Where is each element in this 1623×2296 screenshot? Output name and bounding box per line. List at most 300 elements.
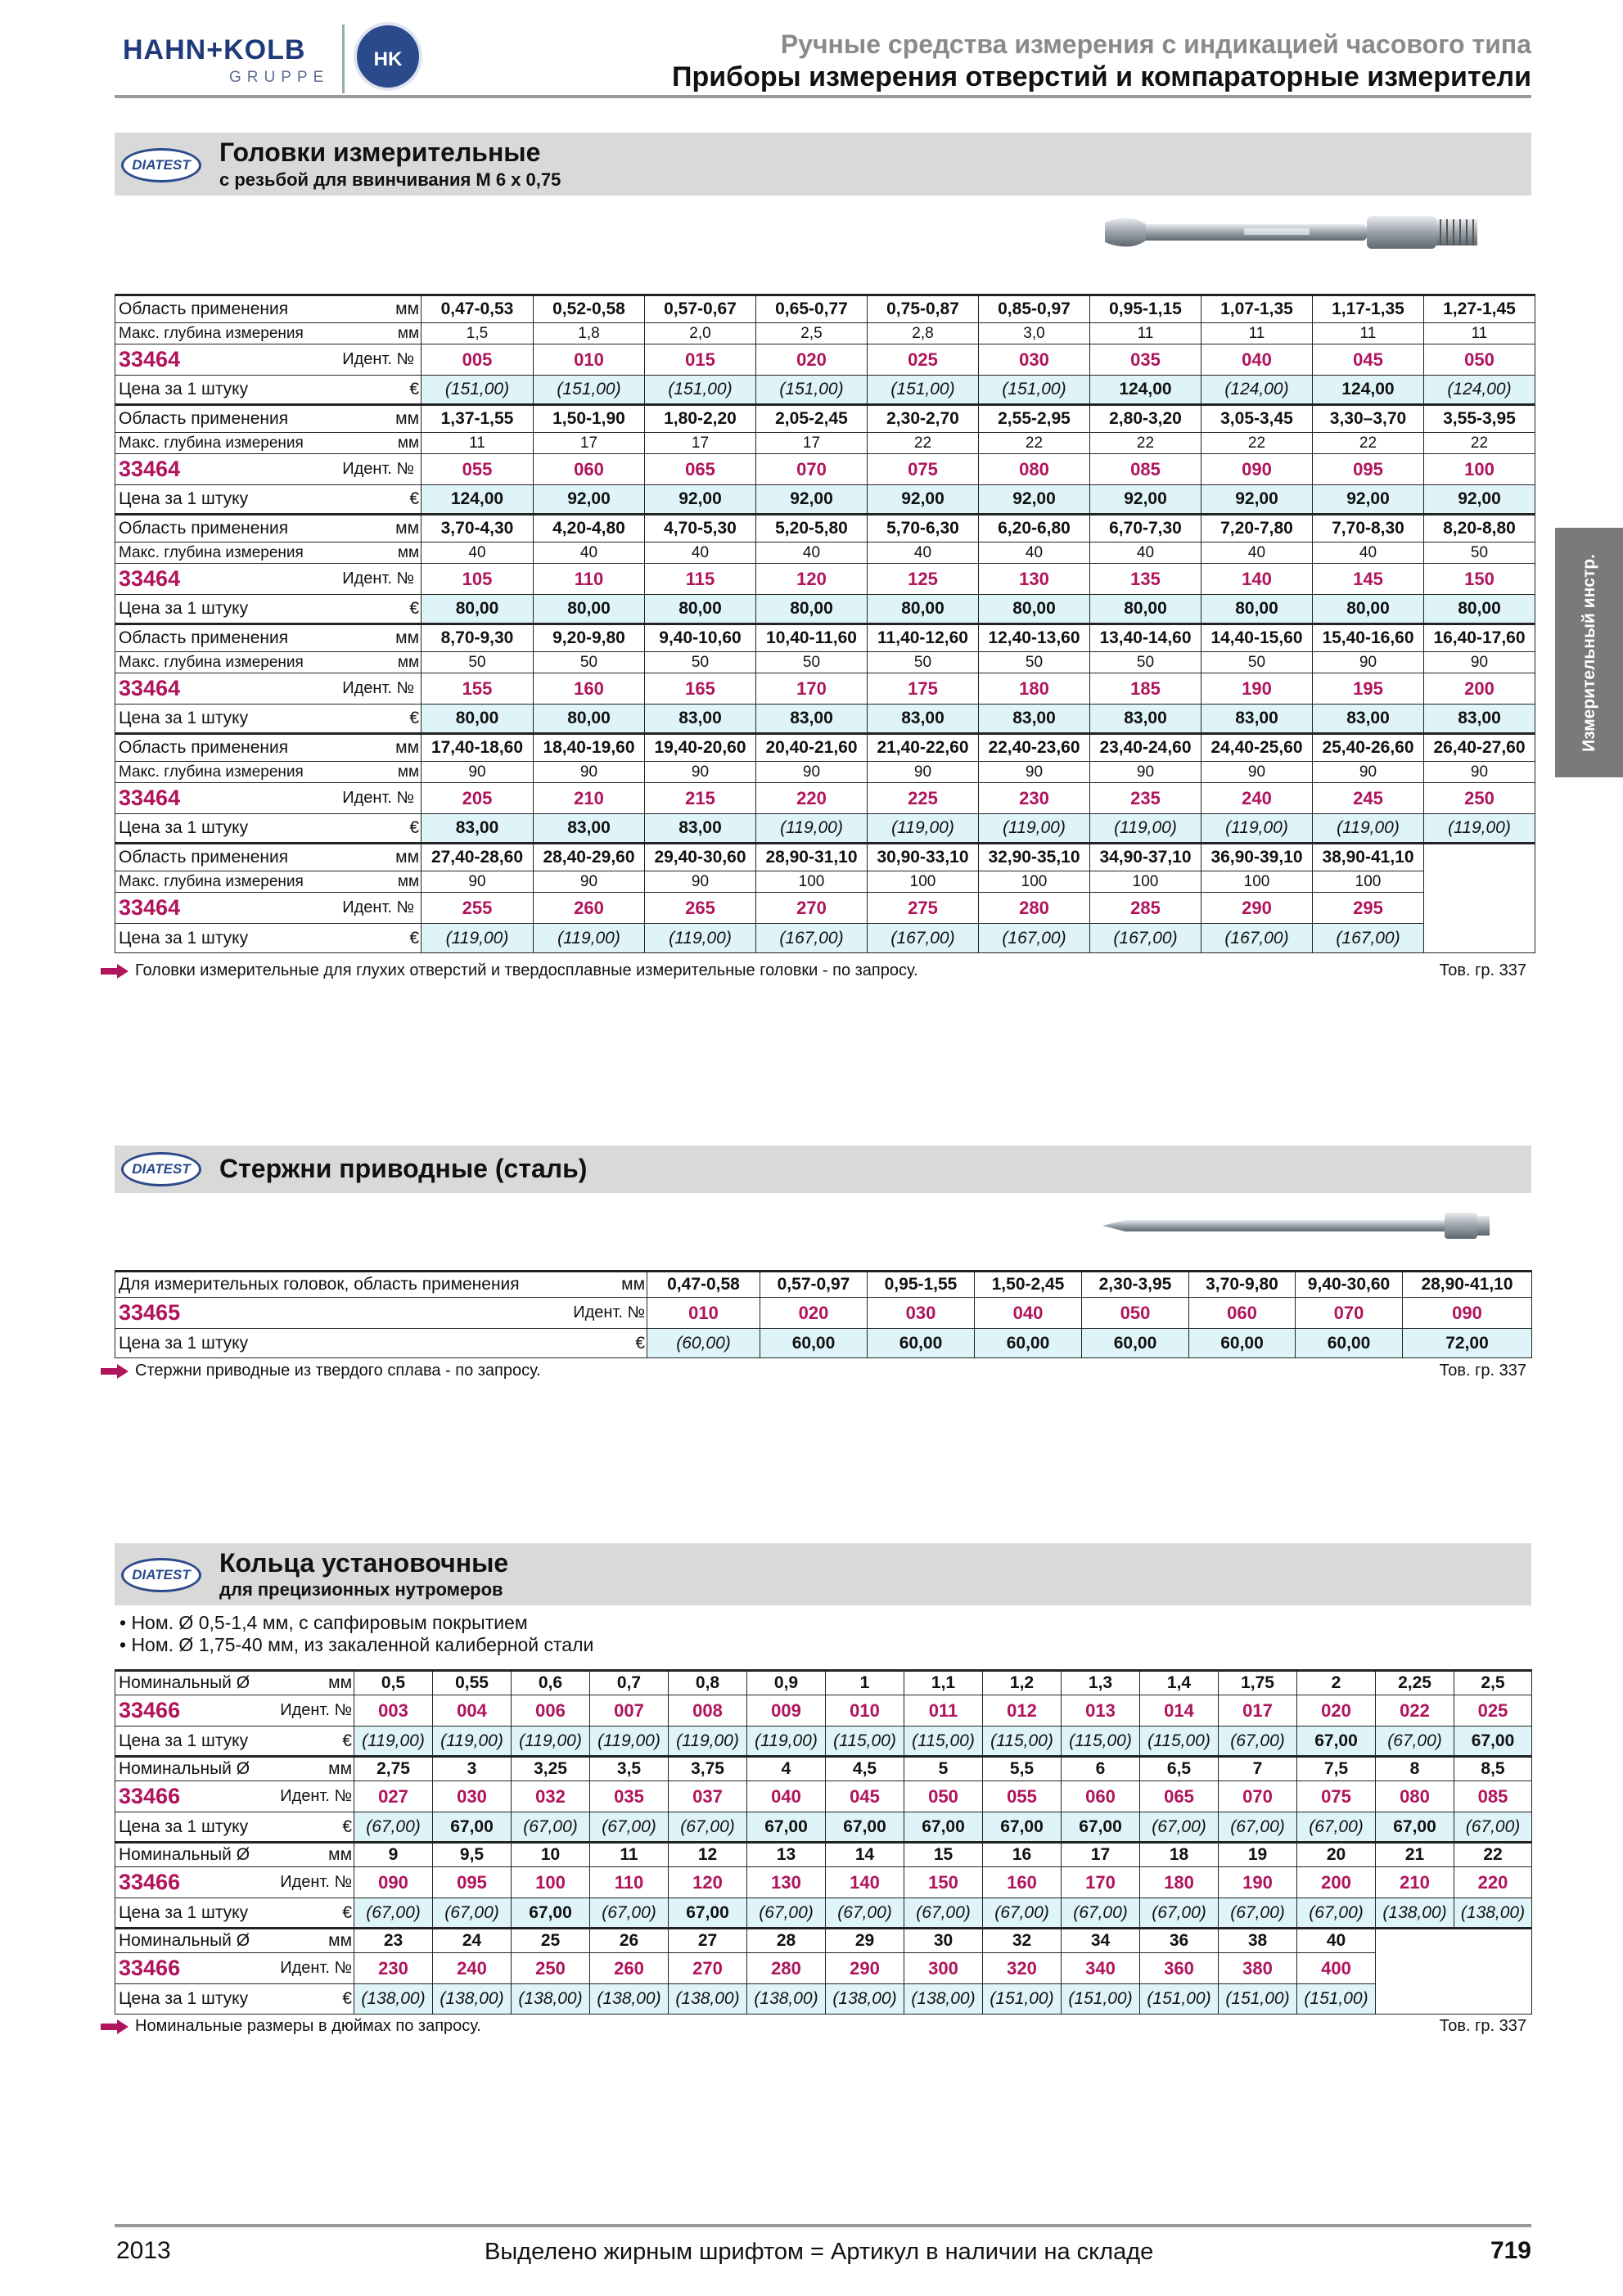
ident-cell: 400	[1297, 1953, 1376, 1984]
nominal-cell: 0,5	[354, 1671, 433, 1695]
article-number	[115, 783, 422, 814]
logo-divider	[342, 25, 345, 93]
ident-cell: 215	[645, 783, 756, 814]
label-text: Макс. глубина измерения	[119, 434, 304, 452]
nominal-cell: 40	[1297, 1929, 1376, 1953]
ident-cell: 075	[1297, 1781, 1376, 1812]
price-cell: (119,00)	[534, 924, 645, 953]
depth-cell: 40	[645, 542, 756, 564]
nominal-row	[115, 1757, 1532, 1781]
ident-cell: 020	[1297, 1695, 1376, 1727]
area-cell: 1,50-1,90	[534, 405, 645, 433]
ident-cell: 380	[1219, 1953, 1297, 1984]
ident-cell: 003	[354, 1695, 433, 1727]
label-text: Область применения	[119, 299, 289, 318]
price-cell: 80,00	[645, 595, 756, 624]
ident-cell: 180	[1140, 1867, 1219, 1898]
nominal-cell: 0,8	[669, 1671, 747, 1695]
price-cell: (167,00)	[868, 924, 979, 953]
area-cell: 8,70-9,30	[422, 624, 534, 652]
ident-cell: 280	[747, 1953, 826, 1984]
ident-cell: 040	[1201, 344, 1313, 376]
ident-cell: 265	[645, 893, 756, 924]
area-cell: 13,40-14,60	[1090, 624, 1201, 652]
ident-cell: 200	[1297, 1867, 1376, 1898]
measuring-heads-table	[115, 294, 1535, 953]
nominal-cell: 24	[433, 1929, 512, 1953]
label-text: Номинальный Ø	[119, 1931, 250, 1950]
depth-cell: 90	[1090, 762, 1201, 783]
area-cell: 4,20-4,80	[534, 515, 645, 542]
area-cell: 9,40-30,60	[1296, 1272, 1403, 1298]
price-cell: 60,00	[975, 1329, 1082, 1358]
nominal-cell: 21	[1376, 1843, 1454, 1867]
ident-cell: 035	[590, 1781, 669, 1812]
price-cell: 80,00	[1201, 595, 1313, 624]
ident-cell: 015	[645, 344, 756, 376]
price-cell: (138,00)	[826, 1984, 904, 2015]
article-number	[115, 673, 422, 705]
ident-cell: 060	[534, 454, 645, 485]
price-cell: (119,00)	[1424, 814, 1535, 844]
nominal-cell: 10	[512, 1843, 590, 1867]
area-cell: 18,40-19,60	[534, 734, 645, 762]
label-text: Цена за 1 штуку	[119, 709, 249, 727]
price-cell: 92,00	[1201, 485, 1313, 515]
area-cell: 12,40-13,60	[979, 624, 1090, 652]
ident-cell: 110	[534, 564, 645, 595]
label-depth	[115, 323, 422, 344]
empty-cell	[1424, 844, 1535, 953]
ident-cell: 090	[354, 1867, 433, 1898]
nominal-cell: 6	[1062, 1757, 1140, 1781]
ident-cell: 085	[1090, 454, 1201, 485]
area-cell: 0,47-0,58	[647, 1272, 760, 1298]
ident-cell: 050	[904, 1781, 983, 1812]
footer-rule	[115, 2224, 1531, 2227]
ident-cell: 060	[1189, 1298, 1296, 1329]
ident-cell: 300	[904, 1953, 983, 1984]
unit-text: мм	[328, 1931, 352, 1950]
arrow-icon	[117, 1364, 128, 1379]
price-cell: 67,00	[669, 1898, 747, 1929]
product-group: Тов. гр. 337	[1439, 2017, 1526, 2035]
area-cell: 22,40-23,60	[979, 734, 1090, 762]
depth-cell: 17	[645, 433, 756, 454]
ident-cell: 030	[979, 344, 1090, 376]
ident-cell: 200	[1424, 673, 1535, 705]
area-cell: 8,20-8,80	[1424, 515, 1535, 542]
price-cell: (115,00)	[904, 1727, 983, 1757]
ident-cell: 175	[868, 673, 979, 705]
ident-cell: 010	[826, 1695, 904, 1727]
price-cell: 83,00	[1201, 705, 1313, 734]
area-cell: 0,47-0,53	[422, 295, 534, 323]
ident-cell: 011	[904, 1695, 983, 1727]
price-cell: 92,00	[1090, 485, 1201, 515]
label-text: Номинальный Ø	[119, 1845, 250, 1864]
nominal-cell: 6,5	[1140, 1757, 1219, 1781]
price-cell: (119,00)	[422, 924, 534, 953]
page-number: 719	[1490, 2237, 1531, 2264]
nominal-cell: 3,5	[590, 1757, 669, 1781]
price-cell: (67,00)	[747, 1898, 826, 1929]
depth-cell: 50	[1201, 652, 1313, 673]
article-number	[115, 344, 422, 376]
currency-text: €	[409, 928, 419, 948]
price-cell: (67,00)	[590, 1812, 669, 1843]
article-text: 33464	[119, 676, 181, 700]
price-cell: (67,00)	[1297, 1898, 1376, 1929]
price-cell: (151,00)	[1062, 1984, 1140, 2015]
price-cell: 92,00	[1313, 485, 1424, 515]
ident-cell: 170	[1062, 1867, 1140, 1898]
ident-cell: 075	[868, 454, 979, 485]
price-cell: 60,00	[760, 1329, 868, 1358]
area-row	[115, 515, 1535, 542]
area-cell: 7,70-8,30	[1313, 515, 1424, 542]
area-cell: 3,55-3,95	[1424, 405, 1535, 433]
depth-cell: 22	[979, 433, 1090, 454]
row-label	[115, 1329, 647, 1358]
price-cell: (167,00)	[1201, 924, 1313, 953]
ident-cell: 007	[590, 1695, 669, 1727]
depth-cell: 11	[1201, 323, 1313, 344]
price-cell: (115,00)	[826, 1727, 904, 1757]
currency-text: €	[409, 709, 419, 727]
depth-cell: 11	[1313, 323, 1424, 344]
nominal-cell: 1,75	[1219, 1671, 1297, 1695]
label-text: Макс. глубина измерения	[119, 653, 304, 671]
price-cell: (67,00)	[983, 1898, 1062, 1929]
area-cell: 0,85-0,97	[979, 295, 1090, 323]
price-cell: 92,00	[979, 485, 1090, 515]
currency-text: €	[409, 380, 419, 398]
label-text: 33466	[119, 1956, 181, 1980]
nominal-cell: 2,75	[354, 1757, 433, 1781]
price-cell: 80,00	[1090, 595, 1201, 624]
ident-cell: 210	[534, 783, 645, 814]
ident-label: Идент. №	[342, 789, 414, 807]
label-text: Номинальный Ø	[119, 1673, 250, 1692]
nominal-cell: 2,25	[1376, 1671, 1454, 1695]
ident-cell: 085	[1454, 1781, 1532, 1812]
ident-cell: 240	[1201, 783, 1313, 814]
price-cell: (67,00)	[590, 1898, 669, 1929]
depth-cell: 40	[868, 542, 979, 564]
price-cell: (67,00)	[1454, 1812, 1532, 1843]
nominal-cell: 1	[826, 1671, 904, 1695]
ident-cell: 250	[512, 1953, 590, 1984]
label-depth	[115, 762, 422, 783]
article-number	[115, 564, 422, 595]
depth-cell: 90	[645, 762, 756, 783]
ident-cell: 050	[1082, 1298, 1189, 1329]
ident-cell: 040	[747, 1781, 826, 1812]
label-text: 33465	[119, 1300, 181, 1325]
area-cell: 11,40-12,60	[868, 624, 979, 652]
nominal-cell: 22	[1454, 1843, 1532, 1867]
area-cell: 29,40-30,60	[645, 844, 756, 871]
price-cell: (67,00)	[1140, 1898, 1219, 1929]
depth-cell: 22	[868, 433, 979, 454]
area-cell: 10,40-11,60	[756, 624, 868, 652]
label-text: Область применения	[119, 848, 289, 867]
depth-cell: 11	[422, 433, 534, 454]
price-cell: (138,00)	[354, 1984, 433, 2015]
ident-cell: 240	[433, 1953, 512, 1984]
ident-cell: 032	[512, 1781, 590, 1812]
label-text: Цена за 1 штуку	[119, 1989, 249, 2008]
price-cell: (151,00)	[422, 376, 534, 405]
price-cell: (151,00)	[645, 376, 756, 405]
row-label	[115, 1867, 354, 1898]
label-depth	[115, 871, 422, 893]
depth-cell: 90	[422, 762, 534, 783]
unit-text: мм	[328, 1845, 352, 1864]
article-text: 33464	[119, 566, 181, 591]
ident-cell: 320	[983, 1953, 1062, 1984]
nominal-cell: 28	[747, 1929, 826, 1953]
article-text: 33464	[119, 457, 181, 481]
depth-cell: 40	[1313, 542, 1424, 564]
arrow-icon	[117, 964, 128, 979]
nominal-cell: 7	[1219, 1757, 1297, 1781]
area-cell: 17,40-18,60	[422, 734, 534, 762]
area-row	[115, 295, 1535, 323]
label-text: Макс. глубина измерения	[119, 543, 304, 561]
depth-cell: 2,5	[756, 323, 868, 344]
depth-cell: 17	[756, 433, 868, 454]
ident-cell: 170	[756, 673, 868, 705]
unit-text: €	[635, 1333, 645, 1353]
depth-cell: 1,5	[422, 323, 534, 344]
label-price	[115, 705, 422, 734]
depth-cell: 11	[1090, 323, 1201, 344]
depth-cell: 22	[1313, 433, 1424, 454]
nominal-cell: 13	[747, 1843, 826, 1867]
price-row	[115, 705, 1535, 734]
section-subtitle: с резьбой для ввинчивания М 6 x 0,75	[219, 169, 561, 190]
area-cell: 1,07-1,35	[1201, 295, 1313, 323]
label-text: Цена за 1 штуку	[119, 928, 249, 948]
unit-text: Идент. №	[280, 1873, 352, 1891]
row-label	[115, 1727, 354, 1757]
row-label	[115, 1843, 354, 1867]
area-cell: 6,20-6,80	[979, 515, 1090, 542]
depth-cell: 40	[534, 542, 645, 564]
price-cell: 60,00	[868, 1329, 975, 1358]
price-cell: (67,00)	[904, 1898, 983, 1929]
note-text: Головки измерительные для глухих отверстий и твердосплавные измерительные головки - по запросу.	[135, 961, 918, 979]
features-list	[119, 1612, 593, 1656]
article-row	[115, 1298, 1532, 1329]
price-row	[115, 1329, 1532, 1358]
price-cell: (151,00)	[756, 376, 868, 405]
depth-cell: 50	[422, 652, 534, 673]
unit-text: мм	[395, 848, 419, 867]
label-price	[115, 485, 422, 515]
ident-cell: 070	[1219, 1781, 1297, 1812]
label-text: Область применения	[119, 519, 289, 538]
article-row	[115, 1867, 1532, 1898]
nominal-cell: 1,2	[983, 1671, 1062, 1695]
row-label	[115, 1757, 354, 1781]
note-drive-rods	[117, 1362, 541, 1380]
ident-cell: 285	[1090, 893, 1201, 924]
ident-cell: 014	[1140, 1695, 1219, 1727]
ident-cell: 020	[756, 344, 868, 376]
nominal-cell: 1,3	[1062, 1671, 1140, 1695]
nominal-cell: 2	[1297, 1671, 1376, 1695]
nominal-cell: 14	[826, 1843, 904, 1867]
nominal-cell: 15	[904, 1843, 983, 1867]
nominal-cell: 0,55	[433, 1671, 512, 1695]
price-cell: 83,00	[1090, 705, 1201, 734]
area-cell: 0,95-1,55	[868, 1272, 975, 1298]
row-label	[115, 1812, 354, 1843]
unit-text: €	[342, 1989, 352, 2008]
nominal-cell: 1,1	[904, 1671, 983, 1695]
price-cell: (67,00)	[1376, 1727, 1454, 1757]
empty-cell	[1376, 1929, 1532, 2015]
currency-text: €	[409, 818, 419, 837]
area-cell: 0,57-0,67	[645, 295, 756, 323]
section-subtitle: для прецизионных нутромеров	[219, 1579, 503, 1600]
price-cell: 67,00	[512, 1898, 590, 1929]
note-setting-rings	[117, 2017, 481, 2036]
price-cell: (151,00)	[534, 376, 645, 405]
ident-cell: 055	[983, 1781, 1062, 1812]
price-cell: (151,00)	[1219, 1984, 1297, 2015]
ident-cell: 165	[645, 673, 756, 705]
header-rule	[115, 95, 1531, 98]
price-cell: (138,00)	[590, 1984, 669, 2015]
label-text: Цена за 1 штуку	[119, 1731, 249, 1750]
ident-cell: 065	[1140, 1781, 1219, 1812]
price-cell: (115,00)	[983, 1727, 1062, 1757]
price-cell: (124,00)	[1201, 376, 1313, 405]
price-cell: (119,00)	[1090, 814, 1201, 844]
ident-cell: 135	[1090, 564, 1201, 595]
nominal-row	[115, 1671, 1532, 1695]
side-tab[interactable]	[1555, 528, 1623, 777]
brand-logo	[123, 18, 417, 100]
depth-cell: 90	[422, 871, 534, 893]
area-cell: 1,37-1,55	[422, 405, 534, 433]
depth-row	[115, 652, 1535, 673]
price-cell: (151,00)	[868, 376, 979, 405]
depth-cell: 100	[756, 871, 868, 893]
price-cell: (119,00)	[868, 814, 979, 844]
ident-cell: 009	[747, 1695, 826, 1727]
price-cell: (167,00)	[1313, 924, 1424, 953]
article-row	[115, 893, 1535, 924]
nominal-cell: 4	[747, 1757, 826, 1781]
depth-cell: 90	[534, 762, 645, 783]
price-cell: (115,00)	[1140, 1727, 1219, 1757]
unit-text: мм	[621, 1275, 645, 1294]
article-row	[115, 783, 1535, 814]
price-cell: (67,00)	[1219, 1812, 1297, 1843]
label-depth	[115, 652, 422, 673]
label-text: Цена за 1 штуку	[119, 380, 249, 398]
price-row	[115, 1812, 1532, 1843]
area-cell: 0,95-1,15	[1090, 295, 1201, 323]
price-cell: (119,00)	[669, 1727, 747, 1757]
depth-cell: 100	[1090, 871, 1201, 893]
price-cell: 83,00	[645, 814, 756, 844]
ident-cell: 190	[1201, 673, 1313, 705]
ident-cell: 115	[645, 564, 756, 595]
ident-cell: 130	[979, 564, 1090, 595]
ident-cell: 100	[1424, 454, 1535, 485]
depth-cell: 100	[1313, 871, 1424, 893]
price-cell: (138,00)	[747, 1984, 826, 2015]
area-cell: 28,90-31,10	[756, 844, 868, 871]
price-cell: 83,00	[756, 705, 868, 734]
ident-cell: 120	[756, 564, 868, 595]
unit-text: Идент. №	[280, 1787, 352, 1805]
ident-cell: 180	[979, 673, 1090, 705]
area-cell: 20,40-21,60	[756, 734, 868, 762]
depth-cell: 40	[1090, 542, 1201, 564]
depth-row	[115, 433, 1535, 454]
ident-cell: 140	[1201, 564, 1313, 595]
ident-cell: 012	[983, 1695, 1062, 1727]
article-text: 33464	[119, 895, 181, 920]
price-cell: 92,00	[1424, 485, 1535, 515]
ident-cell: 195	[1313, 673, 1424, 705]
label-text: Цена за 1 штуку	[119, 1902, 249, 1922]
price-cell: (119,00)	[433, 1727, 512, 1757]
measuring-head-image	[1097, 206, 1506, 259]
depth-row	[115, 323, 1535, 344]
article-row	[115, 1953, 1532, 1984]
area-cell: 0,52-0,58	[534, 295, 645, 323]
label-text: Цена за 1 штуку	[119, 1333, 249, 1353]
price-cell: (167,00)	[756, 924, 868, 953]
depth-cell: 22	[1201, 433, 1313, 454]
article-number	[115, 454, 422, 485]
price-cell: 92,00	[868, 485, 979, 515]
nominal-cell: 8,5	[1454, 1757, 1532, 1781]
area-cell: 1,17-1,35	[1313, 295, 1424, 323]
nominal-cell: 32	[983, 1929, 1062, 1953]
row-label	[115, 1953, 354, 1984]
label-text: Цена за 1 штуку	[119, 818, 249, 837]
price-cell: (67,00)	[433, 1898, 512, 1929]
price-cell: (67,00)	[1140, 1812, 1219, 1843]
ident-cell: 250	[1424, 783, 1535, 814]
label-text: 33466	[119, 1698, 181, 1722]
ident-cell: 010	[534, 344, 645, 376]
brand-mark-icon: HK	[354, 22, 422, 91]
depth-cell: 90	[534, 871, 645, 893]
area-cell: 6,70-7,30	[1090, 515, 1201, 542]
nominal-cell: 4,5	[826, 1757, 904, 1781]
price-cell: 80,00	[534, 705, 645, 734]
depth-cell: 40	[979, 542, 1090, 564]
label-text: Макс. глубина измерения	[119, 872, 304, 890]
price-row	[115, 485, 1535, 515]
price-cell: (119,00)	[1201, 814, 1313, 844]
ident-cell: 090	[1201, 454, 1313, 485]
nominal-cell: 12	[669, 1843, 747, 1867]
depth-cell: 50	[756, 652, 868, 673]
nominal-cell: 27	[669, 1929, 747, 1953]
ident-cell: 045	[1313, 344, 1424, 376]
